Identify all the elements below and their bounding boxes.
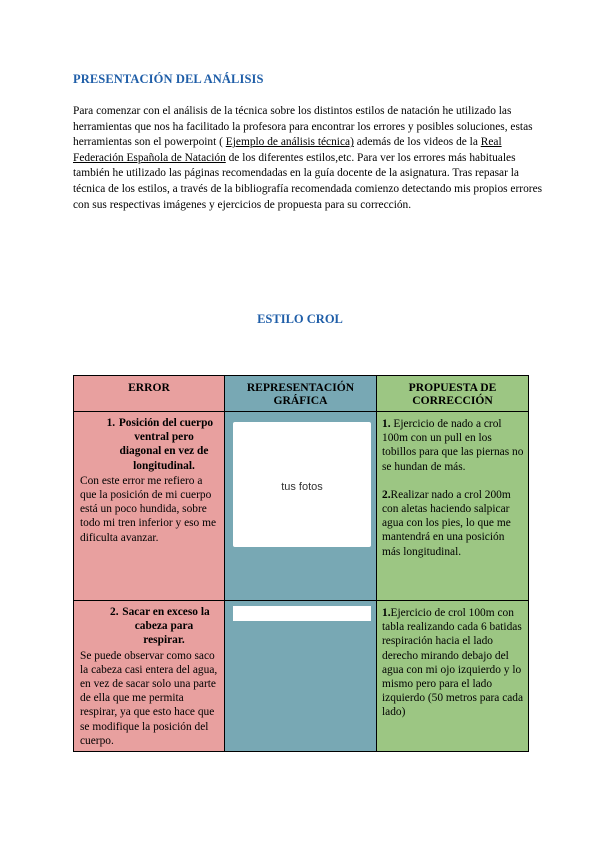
proposal-item [382,606,524,720]
proposal-number: 2. [382,488,391,501]
page-heading: PRESENTACIÓN DEL ANÁLISIS [73,72,264,86]
error-title [98,416,214,473]
error-title [98,605,214,648]
photo-cell [225,412,377,601]
header-propuesta: PROPUESTA DE CORRECCIÓN [377,376,529,412]
photo-label: tus fotos [281,481,323,493]
proposal-text: Ejercicio de crol 100m con tabla realizando cada 6 batidas respiración hacia el lado derecho mirando debajo del agua con mi ojo izquierdo y lo mismo pero para el lado izquierdo (50 metros para cada lado) [382,607,524,719]
photo-placeholder [233,606,371,621]
photo-placeholder [233,422,371,547]
intro-text-3: de los diferentes estilos,etc. Para ver los errores más habituales también he utilizado las páginas recomendadas en la guía docente de la asignatura. Tras repasar la técnica de los estilos, a través de la bibliografía recomendada comienzo detectando mis propios errores con sus respectivas imágenes y ejercicios de propuesta para su corrección. [73,151,543,211]
error-description: Se puede observar como saco la cabeza casi entera del agua, en vez de sacar solo una parte de ella que me permita respirar, ya que esto hace que se modifique la posición del cuerpo. [80,649,218,747]
proposal-item [382,488,524,559]
photo-cell [225,601,377,752]
table-header-row [74,376,529,412]
analysis-table [73,375,529,752]
proposal-cell [377,601,529,752]
intro-paragraph [73,104,543,213]
error-title-text: Posición del cuerpo ventral pero diagonal en vez de longitudinal. [118,417,214,472]
proposal-text: Ejercicio de nado a crol 100m con un pull en los tobillos para que las piernas no se hundan de más. [382,418,524,473]
link-real-federacion[interactable]: Real Federación Española de Natación [73,136,502,164]
proposal-cell [377,412,529,601]
table-row [74,601,529,752]
header-representacion: REPRESENTACIÓN GRÁFICA [225,376,377,412]
error-cell [74,601,225,752]
proposal-number: 1. [382,418,391,430]
proposal-text: Realizar nado a crol 200m con aletas haciendo salpicar agua con los pies, lo que me mantendrá en una posición más longitudinal. [382,488,511,558]
error-number: 2. [110,606,119,618]
error-description: Con este error me refiero a que la posición de mi cuerpo está un poco hundida, sobre todo mi tren inferior y eso me dificulta avanzar. [80,474,217,544]
error-title-text: Sacar en exceso la cabeza para respirar. [122,606,210,647]
error-cell [74,412,225,601]
header-error: ERROR [74,376,225,412]
intro-text-2: además de los videos de la [353,136,481,149]
table-row [74,412,529,601]
link-ejemplo-analisis[interactable]: Ejemplo de análisis técnica) [225,136,354,149]
section-title: ESTILO CROL [257,312,343,326]
proposal-item [382,417,524,474]
proposal-number: 1. [382,607,391,619]
intro-text-1: Para comenzar con el análisis de la técnica sobre los distintos estilos de natación he utilizado las herramientas que nos ha facilitado la profesora para encontrar los errores y posibles soluciones, estas herramientas son el powerpoint ( [73,105,533,149]
error-number: 1. [106,417,116,429]
